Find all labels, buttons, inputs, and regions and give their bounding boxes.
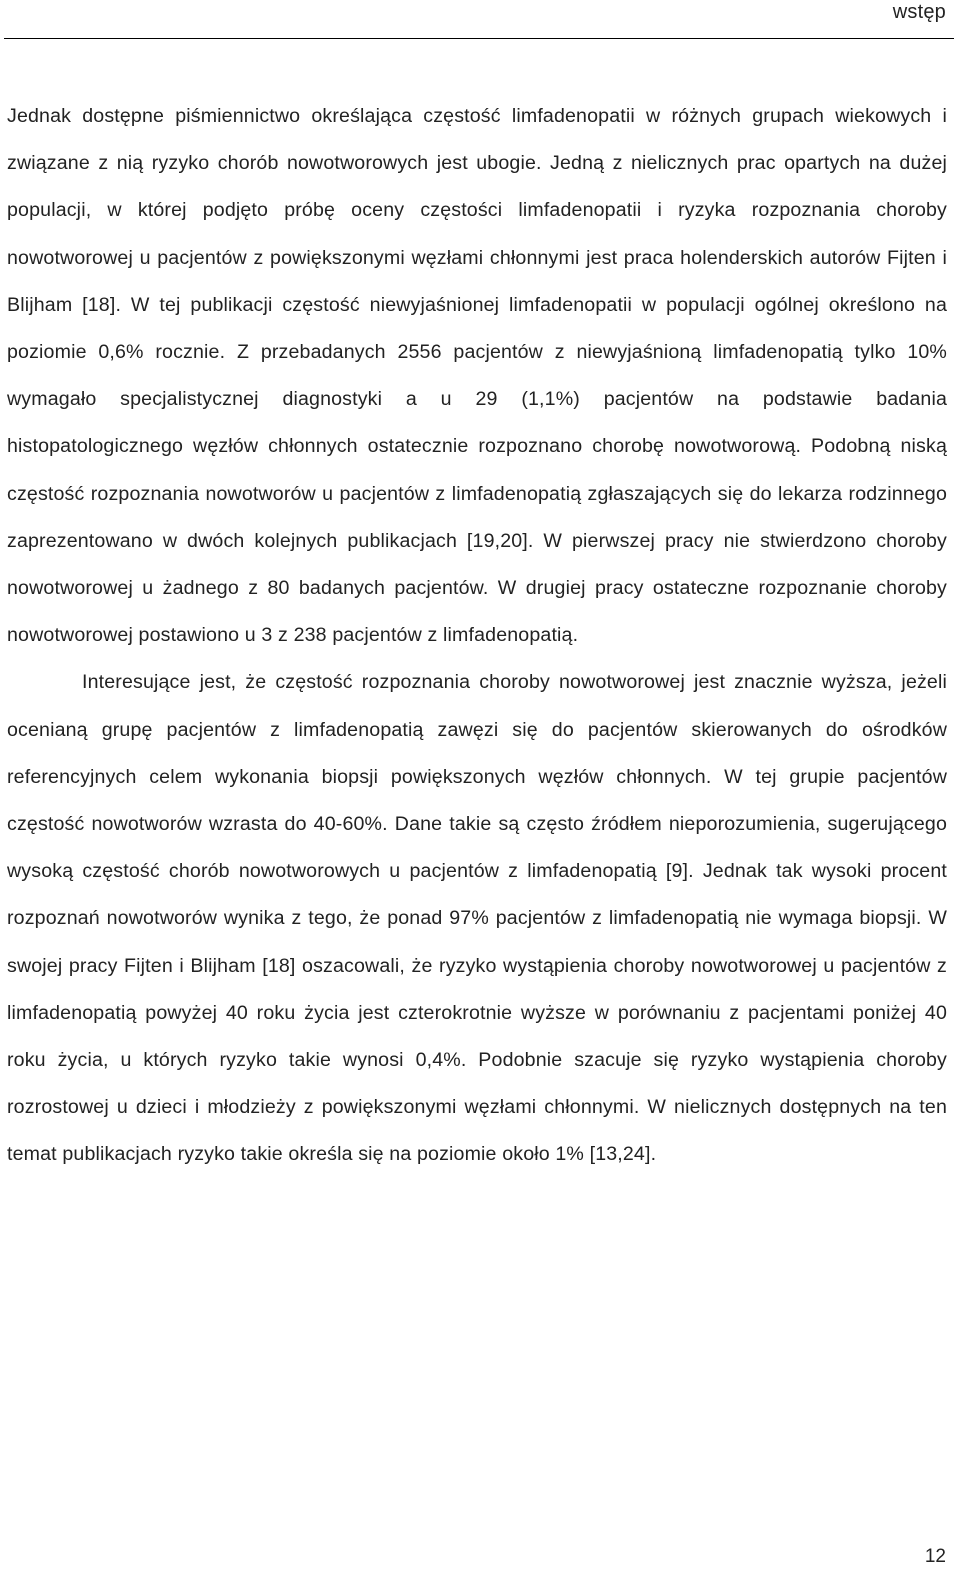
running-header-section-title: wstęp	[892, 1, 946, 23]
body-text	[7, 93, 947, 1179]
paragraph-1: Jednak dostępne piśmiennictwo określająca częstość limfadenopatii w różnych grupach wiekowych i związane z nią ryzyko chorób nowotworowych jest ubogie. Jedną z nielicznych prac opartych na dużej populacji, w której podjęto próbę oceny częstości limfadenopatii i ryzyka rozpoznania choroby nowotworowej u pacjentów z powiększonymi węzłami chłonnymi jest praca holenderskich autorów Fijten i Blijham [18]. W tej publikacji częstość niewyjaśnionej limfadenopatii w populacji ogólnej określono na poziomie 0,6% rocznie. Z przebadanych 2556 pacjentów z niewyjaśnioną limfadenopatią tylko 10% wymagało specjalistycznej diagnostyki a u 29 (1,1%) pacjentów na podstawie badania histopatologicznego węzłów chłonnych ostatecznie rozpoznano chorobę nowotworową. Podobną niską częstość rozpoznania nowotworów u pacjentów z limfadenopatią zgłaszających się do lekarza rodzinnego zaprezentowano w dwóch kolejnych publikacjach [19,20]. W pierwszej pracy nie stwierdzono choroby nowotworowej u żadnego z 80 badanych pacjentów. W drugiej pracy ostateczne rozpoznanie choroby nowotworowej postawiono u 3 z 238 pacjentów z limfadenopatią.	[7, 105, 947, 647]
page-number: 12	[924, 1546, 946, 1567]
paragraph-2: Interesujące jest, że częstość rozpoznania choroby nowotworowej jest znacznie wyższa, jeżeli ocenianą grupę pacjentów z limfadenopatią zawęzi się do pacjentów skierowanych do ośrodków referencyjnych celem wykonania biopsji powiększonych węzłów chłonnych. W tej grupie pacjentów częstość nowotworów wzrasta do 40-60%. Dane takie są często źródłem nieporozumienia, sugerującego wysoką częstość chorób nowotworowych u pacjentów z limfadenopatią [9]. Jednak tak wysoki procent rozpoznań nowotworów wynika z tego, że ponad 97% pacjentów z limfadenopatią nie wymaga biopsji. W swojej pracy Fijten i Blijham [18] oszacowali, że ryzyko wystąpienia choroby nowotworowej u pacjentów z limfadenopatią powyżej 40 roku życia jest czterokrotnie wyższe w porównaniu z pacjentami poniżej 40 roku życia, u których ryzyko takie wynosi 0,4%. Podobnie szacuje się ryzyko wystąpienia choroby rozrostowej u dzieci i młodzieży z powiększonymi węzłami chłonnymi. W nielicznych dostępnych na ten temat publikacjach ryzyko takie określa się na poziomie około 1% [13,24].	[7, 671, 947, 1166]
header-divider	[4, 38, 954, 39]
